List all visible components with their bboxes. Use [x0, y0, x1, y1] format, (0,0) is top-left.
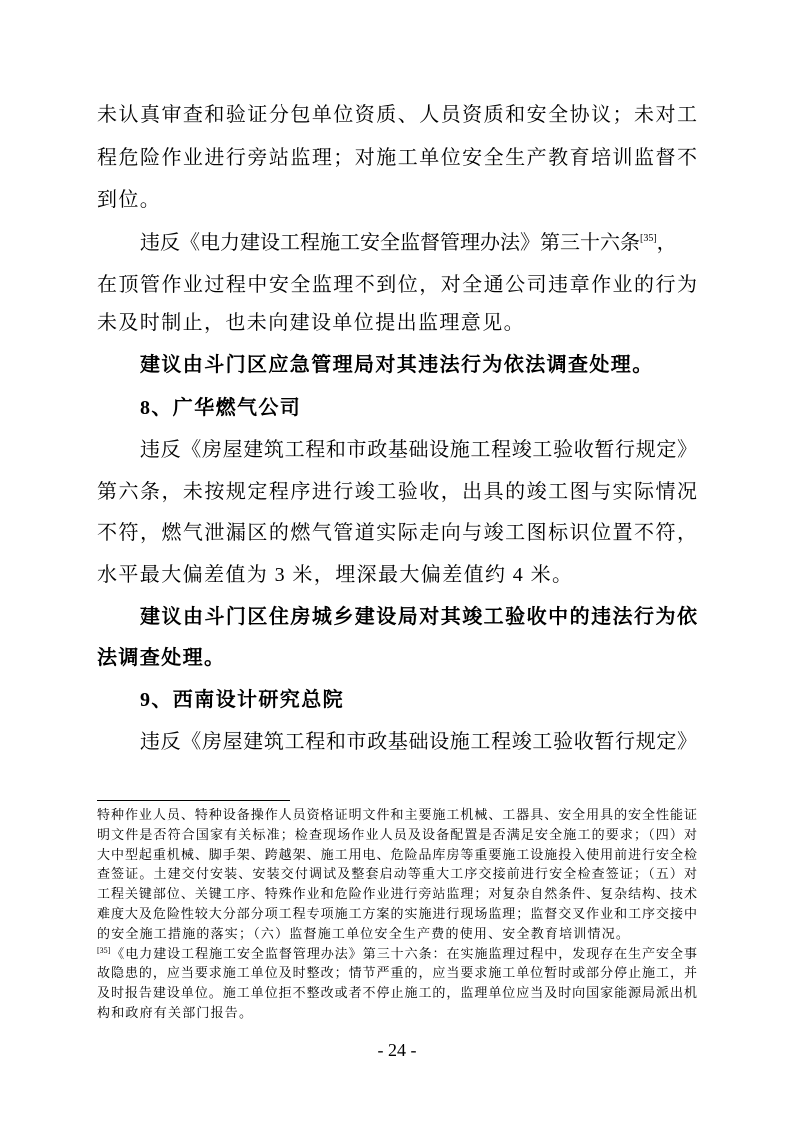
body-line: 水平最大偏差值为 3 米，埋深最大偏差值约 4 米。	[97, 564, 574, 586]
footnote-separator	[97, 800, 290, 801]
body-line: 到位。	[97, 189, 162, 211]
footnote-line: 的安全施工措施的落实；（六）监督施工单位安全生产费的使用、安全教育培训情况。	[97, 926, 631, 941]
page-number: - 24 -	[377, 1040, 417, 1060]
body-line: 违反《房屋建筑工程和市政基础设施工程竣工验收暂行规定》	[140, 731, 697, 753]
body-line: 不符，燃气泄漏区的燃气管道实际走向与竣工图标识位置不符，	[97, 522, 697, 544]
footnote-line: 查签证。土建交付安装、安装交付调试及整套启动等重大工序交接前进行安全检查签证；（五）对	[97, 866, 697, 881]
body-line: 第六条，未按规定程序进行竣工验收，出具的竣工图与实际情况	[97, 481, 697, 503]
section-heading-9: 9、西南设计研究总院	[140, 689, 344, 711]
recommendation-line: 建议由斗门区应急管理局对其违法行为依法调查处理。	[140, 354, 654, 376]
section-heading-8: 8、广华燃气公司	[140, 397, 302, 419]
footnote-line: 明文件是否符合国家有关标准；检查现场作业人员及设备配置是否满足安全施工的要求；（四）对	[97, 827, 697, 842]
footnote-text: 《电力建设工程施工安全监督管理办法》第三十六条：在实施监理过程中，发现存在生产安全事	[110, 946, 697, 961]
citation-text: 违反《电力建设工程施工安全监督管理办法》第三十六条	[140, 232, 640, 254]
body-line: 未及时制止，也未向建设单位提出监理意见。	[97, 312, 525, 334]
body-line: 违反《房屋建筑工程和市政基础设施工程竣工验收暂行规定》	[140, 439, 697, 461]
body-line: 在顶管作业过程中安全监理不到位，对全通公司违章作业的行为	[97, 274, 697, 296]
recommendation-line: 法调查处理。	[97, 647, 226, 669]
recommendation-line: 建议由斗门区住房城乡建设局对其竣工验收中的违法行为依	[140, 606, 697, 628]
footnote-35	[97, 945, 697, 963]
body-line: 程危险作业进行旁站监理；对施工单位安全生产教育培训监督不	[97, 147, 697, 169]
footnote-line: 及时报告建设单位。施工单位拒不整改或者不停止施工的，监理单位应当及时向国家能源局派出机	[97, 985, 697, 1000]
body-line-with-citation	[140, 229, 697, 257]
footnote-ref-35: [35]	[640, 233, 657, 244]
body-line: 未认真审查和验证分包单位资质、人员资质和安全协议；未对工	[97, 104, 697, 126]
footnote-line: 大中型起重机械、脚手架、跨越架、施工用电、危险品库房等重要施工设施投入使用前进行安全检	[97, 847, 697, 862]
footnote-line: 特种作业人员、特种设备操作人员资格证明文件和主要施工机械、工器具、安全用具的安全性能证	[97, 807, 697, 822]
footnote-line: 故隐患的，应当要求施工单位及时整改；情节严重的，应当要求施工单位暂时或部分停止施工，并	[97, 965, 697, 980]
footnote-line: 构和政府有关部门报告。	[97, 1005, 254, 1020]
footnote-mark-35: [35]	[97, 946, 111, 955]
footnote-line: 工程关键部位、关键工序、特殊作业和危险作业进行旁站监理；对复杂自然条件、复杂结构、技术	[97, 886, 697, 901]
footnote-line: 难度大及危险性较大分部分项工程专项施工方案的实施进行现场监理；监督交叉作业和工序交接中	[97, 906, 697, 921]
citation-punct: ，	[656, 232, 677, 254]
